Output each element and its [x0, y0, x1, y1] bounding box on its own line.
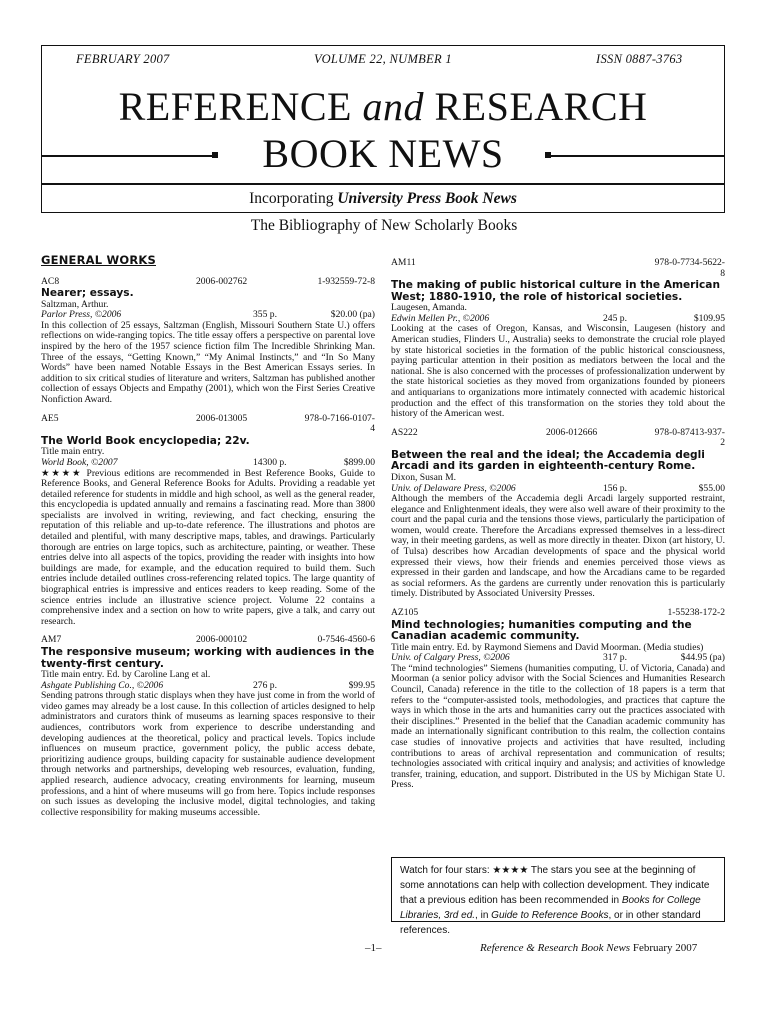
entry-author: Saltzman, Arthur. — [41, 298, 109, 310]
entry-codes — [391, 258, 725, 279]
entry-author: Laugesen, Amanda. — [391, 302, 467, 314]
section-heading: GENERAL WORKS — [41, 253, 156, 267]
entry-pages: 355 p. — [253, 309, 277, 321]
callout-ref-1: Books for College Libraries, 3rd ed. — [400, 895, 701, 921]
entry-pages: 276 p. — [253, 679, 277, 691]
book-entry — [41, 635, 375, 818]
callout-text: Watch for four stars: ★★★★ The stars you see at the beginning of some annotations can help with collection development. They indicate that a previous edition has been recommended in — [400, 865, 710, 906]
entry-title: Between the real and the ideal; the Accademia degli Arcadi and its garden in eighteenth-century Rome. — [391, 448, 705, 473]
entry-codes — [41, 414, 375, 435]
entry-isbn: 978-0-7166-0107-4 — [304, 412, 375, 435]
volume-number: VOLUME 22, NUMBER 1 — [314, 52, 452, 66]
entry-code: AS222 — [391, 426, 418, 438]
issn: ISSN 0887-3763 — [596, 52, 683, 66]
left-column — [41, 255, 375, 826]
entry-annotation: ★★★★ Previous editions are recommended in Best Reference Books, Guide to Reference Books, and General Reference Books for Adults. Providing a readable yet detailed reference for students in middle and high school, as well as the general reader, this encyclopedia is updated annually and remains a fascinating read. More than 3800 specialists are involved in writing, reviewing, and fact checking, ensuring the reputation of this reliable and up-to-date reference. The illustrations and photos are detailed and plentiful, with many descriptive maps, tables, and drawings. Particularly thorough are entries on large topics, such as architecture, painting, or weather. These entries delve into all aspects of the topics, providing the reader with insights into how buildings are made, for example, and the education required to build them. Such entries include detailed outlines cross-referencing related topics. The large quantity of biographical entries is impressive and entices readers to keep reading. Some of the science entries include an illustrative science project. Volume 22 contains a comprehensive index and a section on how to write papers, give a talk, and carry out research. — [41, 467, 375, 627]
page-subtitle: The Bibliography of New Scholarly Books — [250, 217, 518, 234]
entry-isbn: 978-0-87413-937-2 — [654, 426, 725, 449]
entry-price: $899.00 — [343, 456, 375, 468]
entry-price: $55.00 — [698, 482, 725, 494]
entry-annotation: Although the members of the Accademia degli Arcadi largely supported restraint, elegance and Enlightenment ideals, they were also well aware of their proximity to the court and the papal curia and the tensions those views, particularly the participation of women, would create. Therefore the Arcadians expressed themselves in a less-direct way, in their meeting gardens, as well as more directly in theater. Dixon (art history, U. of Tulsa) describes how Arcadian developments of space and the physical world expressed their views, how their friends and enemies perceived those views as expressed in their garden and landscape, and how the Arcadians came to be regarded as social reformers. As the gardens are currently under renovation this is particularly timely. Distributed by Associated University Presses. — [391, 493, 725, 600]
callout-text-tail: , or in other standard references. — [400, 910, 701, 936]
entry-publisher: Univ. of Delaware Press, ©2006 — [391, 482, 516, 494]
entry-lccn: 2006-013005 — [196, 412, 248, 424]
entry-pages: 156 p. — [603, 482, 627, 494]
entry-isbn: 0-7546-4560-6 — [317, 634, 375, 646]
entry-author: Dixon, Susan M. — [391, 471, 457, 483]
entry-price: $44.95 (pa) — [680, 652, 725, 664]
entry-isbn: 978-0-7734-5622-8 — [654, 257, 725, 279]
book-entry — [41, 277, 375, 406]
masthead-rule-right — [548, 155, 724, 157]
entry-publisher: Parlor Press, ©2006 — [41, 309, 122, 321]
entry-pages: 245 p. — [603, 312, 627, 324]
entry-annotation: Sending patrons through static displays when they have just come in from the world of video games may already be a lost cause. In this collection of articles designed to help administrators and curators think of museums as learning spaces responsive to their audiences, contributors work from experience to describe understanding and developing audiences at the theoretical, policy and practical levels. Topics include influences on museum practice, government policy, the public access debate, prioritizing audience groups, building capacity for sustainable audience development through networks and partnerships, developing web resources, evaluation, funding, applied research, audience advocacy, creating environments for learning, museum professions, and a hint of where museums will go from here. Topics include responses on such issues as developing the inclusive model, digital technologies, and taking collective responsibility for making museums accessible. — [41, 690, 375, 818]
entry-code: AC8 — [41, 275, 60, 287]
entry-title: The World Book encyclopedia; 22v. — [41, 434, 250, 447]
callout-ref-2: Guide to Reference Books — [491, 910, 609, 921]
page-number: –1– — [365, 942, 382, 954]
right-column — [391, 258, 725, 799]
entry-title: The responsive museum; working with audiences in the twenty-first century. — [41, 646, 375, 670]
entry-annotation: In this collection of 25 essays, Saltzman (English, Missouri Southern State U.) offers reflections on wide-ranging topics. The title essay offers a perspective on parental love inspired by the hero of the 1957 science fiction film The Incredible Shrinking Man. Three of the essays, “Getting Known,” “My Animal Instincts,” and “In So Many Words” have been named Notable Essays in the Best American Essays series. In addition to six critical studies of literature and writers, Saltzman has published another collection of essays Objects and Empathy (2001), which won the First Series Creative Nonfiction Award. — [41, 319, 375, 406]
entry-annotation: The “mind technologies” Siemens (humanities computing, U. of Victoria, Canada) and Moorman (a senior policy advisor with the Social Sciences and Humanities Research Council, Canada) reference in the title to the collection of 18 papers is a term that refers to the “computer-assisted tools, methodologies, and practices that capture the ways in which those in the arts and humanities carry out the practices associated with their disciplines.” Presented in the belief that the Canadian academic community has made an internationally significant contribution to this realm, the collection contains case studies of innovative projects and activities that have resulted, including contributions to areas of archival representation and communication of results; technologies associated with critical inquiry and analysis; and activities of knowledge transfer, training, education, and support. Distributed in the US by Michigan State U. Press. — [391, 662, 725, 791]
entry-price: $99.95 — [348, 679, 375, 691]
entry-price: $20.00 (pa) — [330, 309, 375, 321]
entry-code: AZ105 — [391, 607, 419, 619]
entry-publisher: Ashgate Publishing Co., ©2006 — [41, 679, 164, 691]
book-entry — [391, 258, 725, 420]
book-entry — [41, 414, 375, 628]
entry-isbn: 1-932559-72-8 — [317, 275, 375, 287]
entry-publication — [41, 458, 375, 469]
footer-title: Reference & Research Book News February 2007 — [480, 942, 698, 954]
issue-date: FEBRUARY 2007 — [76, 52, 170, 66]
entry-author: Title main entry. — [41, 446, 105, 458]
entry-codes — [41, 277, 375, 288]
entry-codes — [391, 608, 725, 619]
masthead-title-line1: REFERENCE and RESEARCH — [118, 84, 648, 129]
masthead-title-line2: BOOK NEWS — [262, 131, 504, 176]
entry-title: The making of public historical culture in the American West; 1880-1910, the role of historical societies. — [391, 279, 721, 303]
entry-lccn: 2006-012666 — [546, 426, 598, 438]
masthead — [41, 45, 725, 213]
book-entry — [391, 428, 725, 600]
incorporating-line: Incorporating University Press Book News — [249, 190, 517, 207]
entry-lccn: 2006-000102 — [196, 634, 248, 646]
entry-annotation: Looking at the cases of Oregon, Kansas, and Wisconsin, Laugesen (history and American studies, Flinders U., Australia) seeks to demonstrate the crucial role played by state historical societies in the formation of the public historical consciousness, paying particular attention in their position as mediators between the local and the national. She is also concerned with the processes of professionalization underwent by the state historical societies as they moved from organizations founded by pioneers and antiquarians to organizations more intimately connected with academic historical production and the effect of this transformation on the stories they told about the history of the American west. — [391, 323, 725, 420]
entry-code: AM11 — [391, 257, 416, 268]
masthead-divider — [42, 183, 724, 185]
entry-lccn — [546, 608, 651, 619]
entry-publisher: Edwin Mellen Pr., ©2006 — [391, 312, 490, 324]
entry-codes — [391, 428, 725, 449]
entry-author: Title main entry. Ed. by Raymond Siemens and David Moorman. (Media studies) — [391, 641, 704, 653]
entry-code: AE5 — [41, 412, 59, 424]
entry-codes — [41, 635, 375, 646]
book-entry — [391, 608, 725, 791]
entry-publisher: World Book, ©2007 — [41, 456, 118, 468]
entry-publisher: Univ. of Calgary Press, ©2006 — [391, 652, 510, 664]
entry-price: $109.95 — [693, 312, 725, 324]
entry-author: Title main entry. Ed. by Caroline Lang et al. — [41, 669, 211, 680]
entry-pages: 317 p. — [603, 652, 627, 664]
four-stars-callout — [391, 857, 725, 936]
entry-title: Mind technologies; humanities computing and the Canadian academic community. — [391, 618, 692, 643]
entry-lccn — [546, 258, 651, 279]
entry-title: Nearer; essays. — [41, 287, 134, 300]
entry-pages: 14300 p. — [253, 456, 287, 468]
callout-text-mid: , in — [475, 910, 492, 921]
entry-lccn: 2006-002762 — [196, 275, 248, 287]
entry-isbn: 1-55238-172-2 — [667, 607, 725, 619]
entry-code: AM7 — [41, 634, 62, 646]
